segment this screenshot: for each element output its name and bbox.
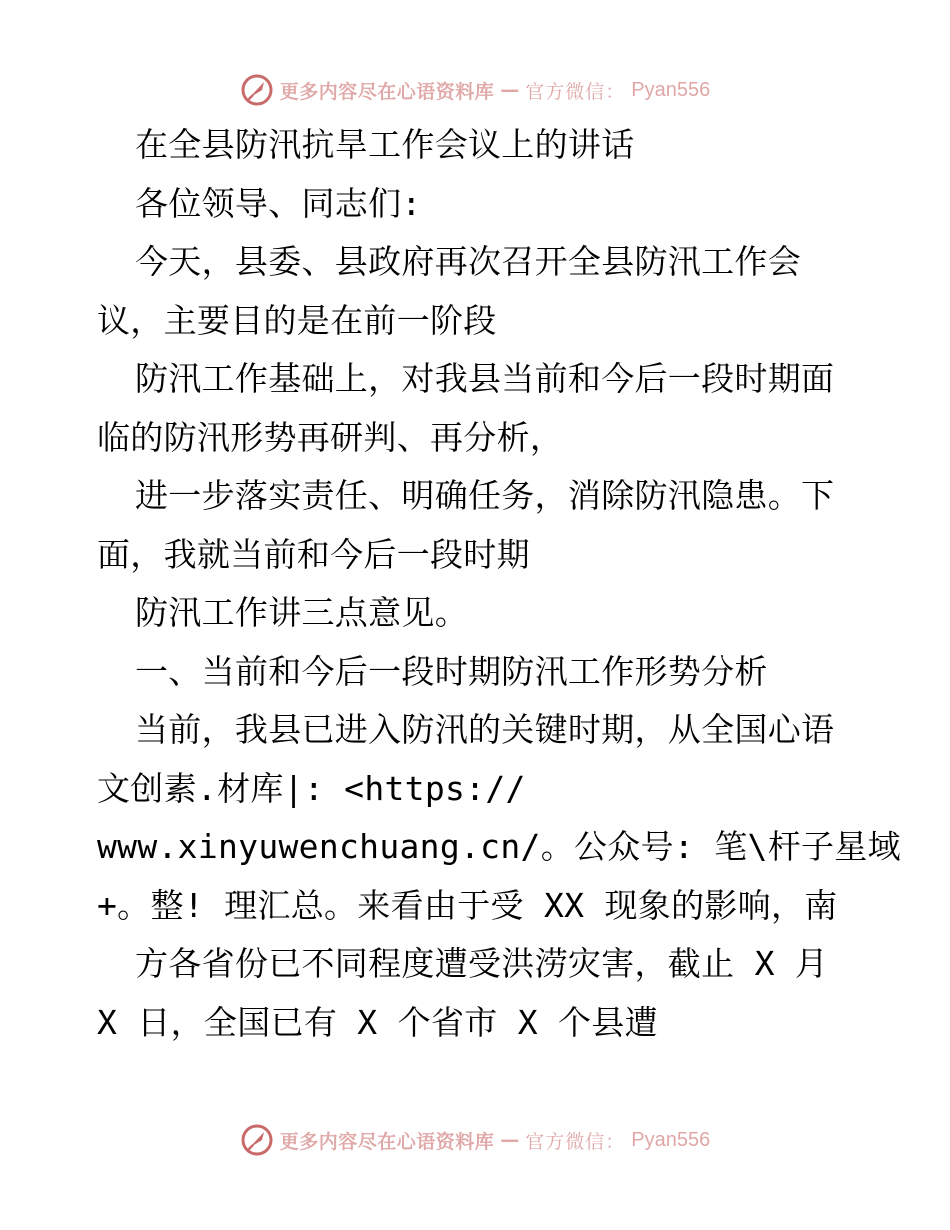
document-body xyxy=(97,116,901,1052)
text-line: 进一步落实责任、明确任务，消除防汛隐患。下 xyxy=(135,476,835,515)
text-line: 今天，县委、县政府再次召开全县防汛工作会 xyxy=(135,242,801,281)
text-line: 面，我就当前和今后一段时期 xyxy=(97,534,530,574)
quill-circle-logo-icon xyxy=(240,73,274,107)
text-line: www.xinyuwenchuang.cn/。公众号: 笔\杆子星域 xyxy=(97,827,901,866)
text-line: 临的防汛形势再研判、再分析， xyxy=(97,417,564,457)
text-line: 方各省份已不同程度遭受洪涝灾害，截止 X 月 xyxy=(135,944,829,983)
footer-watermark xyxy=(0,1120,950,1160)
section-heading: 一、当前和今后一段时期防汛工作形势分析 xyxy=(135,651,768,691)
document-title: 在全县防汛抗旱工作会议上的讲话 xyxy=(135,125,635,164)
watermark-wechat-label: 官方微信： xyxy=(525,1130,626,1153)
text-line: +。整! 理汇总。来看由于受 XX 现象的影响，南 xyxy=(97,885,838,925)
text-line: 当前，我县已进入防汛的关键时期，从全国心语 xyxy=(135,710,835,749)
text-line: X 日，全国已有 X 个省市 X 个县遭 xyxy=(97,1002,658,1042)
watermark-separator: — xyxy=(500,1129,520,1151)
text-line: 防汛工作讲三点意见。 xyxy=(135,593,468,632)
watermark-wechat-id: Pyan556 xyxy=(631,1128,711,1151)
watermark-group xyxy=(240,73,711,107)
text-line: 文创素.材库|: <https:// xyxy=(97,768,526,808)
text-line: 防汛工作基础上，对我县当前和今后一段时期面 xyxy=(135,359,835,398)
header-watermark xyxy=(0,70,950,110)
watermark-brand: 更多内容尽在心语资料库 xyxy=(279,80,495,103)
watermark-brand: 更多内容尽在心语资料库 xyxy=(279,1130,495,1153)
text-line: 议，主要目的是在前一阶段 xyxy=(97,300,497,340)
watermark-group xyxy=(240,1123,711,1157)
watermark-separator: — xyxy=(500,79,520,101)
salutation: 各位领导、同志们: xyxy=(135,183,422,223)
watermark-wechat-label: 官方微信： xyxy=(525,80,626,103)
watermark-wechat-id: Pyan556 xyxy=(631,78,711,101)
quill-circle-logo-icon xyxy=(240,1123,274,1157)
